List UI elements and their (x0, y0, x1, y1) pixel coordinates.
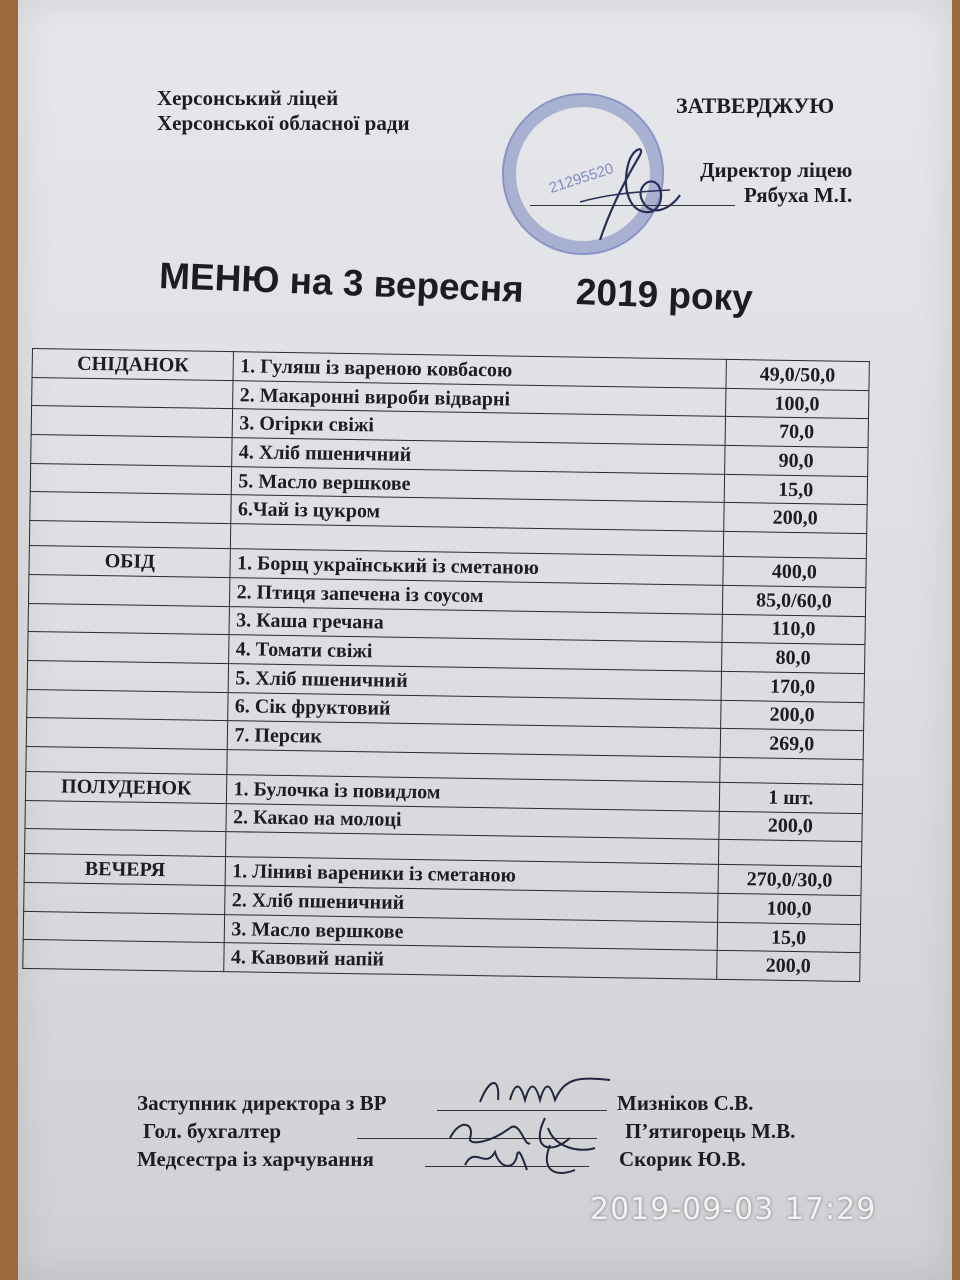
organization-name (157, 86, 410, 136)
meal-label-dinner: ВЕЧЕРЯ (24, 854, 226, 886)
dish-name: 6.Чай із цукром (231, 495, 724, 531)
dish-quantity: 1 шт. (719, 782, 863, 813)
nurse-signature (455, 1140, 605, 1180)
signer-name: Скорик Ю.В. (619, 1147, 746, 1171)
meal-cell-empty (24, 882, 226, 914)
meal-cell-empty (27, 689, 229, 721)
dish-quantity: 15,0 (724, 474, 868, 505)
dish-name: 2. Какао на молоці (226, 803, 719, 839)
menu-table (22, 348, 870, 982)
signer-role: Медсестра із харчування (137, 1147, 374, 1171)
meal-cell-empty (28, 574, 230, 606)
meal-cell-empty (26, 718, 228, 750)
dish-name: 1. Гуляш із вареною ковбасою (233, 352, 726, 388)
meal-cell-empty (31, 435, 233, 467)
dish-name: 4. Томати свіжі (229, 635, 722, 671)
director-signature-line (530, 205, 735, 206)
meal-label-lunch: ОБІД (29, 546, 231, 578)
dish-name: 3. Масло вершкове (225, 914, 718, 950)
director-name: Рябуха М.І. (744, 183, 853, 207)
meal-cell-empty (30, 492, 232, 524)
dish-name: 2. Макаронні вироби відварні (233, 380, 726, 416)
meal-cell-empty (28, 603, 230, 635)
dish-name: 2. Птиця запечена із соусом (230, 577, 723, 613)
meal-cell-empty (32, 377, 234, 409)
qty-cell-empty (719, 757, 863, 784)
meal-cell-empty (27, 660, 229, 692)
dish-quantity: 170,0 (721, 671, 865, 702)
director-signature (570, 140, 690, 250)
dish-quantity: 200,0 (719, 811, 863, 842)
dish-name: 6. Сік фруктовий (228, 692, 721, 728)
signer-name: Мизніков С.В. (617, 1091, 754, 1115)
org-line-1: Херсонський ліцей (157, 86, 339, 110)
dish-quantity: 110,0 (722, 614, 866, 645)
dish-name: 3. Каша гречана (229, 606, 722, 642)
meal-cell-empty (23, 940, 225, 972)
dish-quantity: 15,0 (717, 922, 861, 953)
title-year: 2019 року (575, 271, 754, 319)
director-block (700, 158, 852, 208)
dish-quantity: 200,0 (723, 503, 867, 534)
signer-role: Заступник директора з ВР (137, 1091, 387, 1115)
meal-label-breakfast: СНІДАНОК (32, 349, 234, 381)
dish-name: 7. Персик (228, 721, 721, 757)
meal-cell-empty (31, 406, 233, 438)
dish-quantity: 85,0/60,0 (722, 585, 866, 616)
dish-name: 1. Булочка із повидлом (227, 775, 720, 811)
signer-role: Гол. бухгалтер (143, 1119, 282, 1143)
meal-cell-empty (25, 829, 227, 857)
qty-cell-empty (718, 840, 862, 867)
dish-name: 2. Хліб пшеничний (225, 886, 718, 922)
deputy-signature (470, 1072, 620, 1112)
dish-quantity: 400,0 (723, 557, 867, 588)
dish-name: 3. Огірки свіжі (233, 409, 726, 445)
meal-label-snack: ПОЛУДЕНОК (25, 771, 227, 803)
dish-quantity: 100,0 (717, 893, 861, 924)
dish-quantity: 80,0 (721, 643, 865, 674)
dish-name: 4. Кавовий напій (224, 943, 717, 979)
dish-name: 1. Ліниві вареники із сметаною (226, 857, 719, 893)
dish-quantity: 90,0 (724, 445, 868, 476)
stamp-number: 21295520 (547, 160, 616, 197)
meal-cell-empty (26, 746, 228, 774)
qty-cell-empty (723, 532, 867, 559)
meal-cell-empty (29, 521, 231, 549)
meal-cell-empty (30, 463, 232, 495)
dish-name: 5. Масло вершкове (232, 466, 725, 502)
signer-name: П’ятигорець М.В. (625, 1119, 796, 1143)
title-date: МЕНЮ на 3 вересня (158, 255, 525, 310)
meal-cell-empty (25, 800, 227, 832)
dish-quantity: 270,0/30,0 (718, 865, 862, 896)
dish-quantity: 100,0 (725, 388, 869, 419)
dish-quantity: 200,0 (720, 700, 864, 731)
dish-quantity: 49,0/50,0 (726, 359, 870, 390)
approval-header: ЗАТВЕРДЖУЮ (676, 93, 835, 118)
meal-cell-empty (28, 632, 230, 664)
dish-quantity: 200,0 (716, 951, 860, 982)
dish-name: 5. Хліб пшеничний (229, 664, 722, 700)
dish-quantity: 70,0 (725, 417, 869, 448)
meal-cell-empty (23, 911, 225, 943)
director-role: Директор ліцею (700, 158, 853, 182)
dish-name: 4. Хліб пшеничний (232, 438, 725, 474)
org-line-2: Херсонської обласної ради (157, 111, 410, 135)
dish-name: 1. Борщ український із сметаною (230, 549, 723, 585)
dish-quantity: 269,0 (720, 729, 864, 760)
photo-timestamp: 2019-09-03 17:29 (590, 1192, 877, 1227)
